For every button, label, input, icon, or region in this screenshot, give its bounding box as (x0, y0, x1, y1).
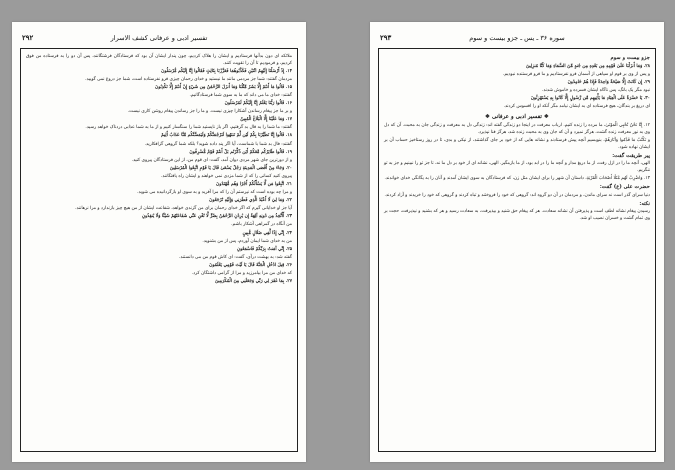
paragraph: پیروی کنید کسانی را که از شما مزدی نمی خواهند و ایشان راه یافتگانند. (160, 173, 292, 179)
left-page (12, 22, 306, 462)
part-heading: جزو بیست و سوم (610, 55, 650, 61)
running-title: تفسیر ادبی و عرفانی کشف الاسرار (110, 34, 208, 42)
paragraph-heading: پیر طریقت گفت: (612, 152, 650, 159)
page-number: ۲۹۳ (380, 33, 392, 42)
paragraph: دنیا سرای گذر است نه سرای ماندن، و مردمان در آن دو گروه اند: گروهی که خود را فروختند و تباه کردند و گروهی که خود را خریدند و آزاد کردند. (384, 192, 650, 198)
ornament-icon: ❖ (485, 113, 492, 120)
verse-line: ۲۷. بِمَا غَفَرَ لِي رَبِّي وَجَعَلَنِي مِنَ الْمُكْرَمِينَ (214, 279, 292, 285)
paragraph: من به خدای شما ایمان آوردم، پس از من بشنوید. (202, 238, 292, 244)
ornament-icon: ❖ (541, 113, 549, 120)
paragraph: گفتند: ما شما را به فال بد گرفتیم، اگر باز نایستید شما را سنگسار کنیم و از ما به شما عذابی دردناک خواهد رسید. (85, 125, 292, 131)
paragraph: من آنگاه در گمراهی آشکار باشم. (231, 222, 292, 228)
verse-line: ۱۸. قَالُوا إِنَّا تَطَيَّرْنَا بِكُمْ لَئِن لَّمْ تَنتَهُوا لَنَرْجُمَنَّكُمْ وَلَيَمَسَّنَّكُم مِّنَّا عَذَابٌ أَلِيمٌ (161, 133, 292, 139)
paragraph: ملائکه ای دون بدآنها فرستادیم و ایشان را هلاک کردیم، چون پندار ایشان آن بود که فرستادگان فرشتگانند، پس آن دو را به فرستاده من فوق کردیم، و فرمودیم تا آن را تقویت کنند. (26, 54, 292, 66)
paragraph: و مرا چه بوده است که نپرستم آن را که مرا آفرید و به سوی او بازگردانیده می شوید. (137, 190, 292, 196)
verse-line: ۲۱. اتَّبِعُوا مَن لَّا يَسْأَلُكُمْ أَجْرًا وَهُم مُّهْتَدُونَ (216, 182, 292, 187)
page-body (26, 54, 292, 448)
verse-line: ۱۴. إِذْ أَرْسَلْنَا إِلَيْهِمُ اثْنَيْنِ فَكَذَّبُوهُمَا فَعَزَّزْنَا بِثَالِثٍ فَقَالُوا إِنَّا إِلَيْكُم مُّرْسَلُونَ (161, 68, 292, 74)
paragraph: ۱۳. وَاضْرِبْ لَهُم مَّثَلًا أَصْحَابَ الْقَرْيَةِ، داستان آن شهر را برای ایشان مثل زن، که فرستادگان به سوی ایشان آمدند و آنان را به یگانگی خدای خواندند. (384, 175, 650, 181)
right-page (370, 22, 664, 462)
paragraph: گفته شد: به بهشت درآی، گفت: ای کاش قوم من می دانستند. (178, 254, 292, 260)
paragraph: گفتند: فال بد شما با شماست، آیا اگر پند داده شوید؟ بلکه شما گروهی گزافکارید. (144, 141, 292, 147)
paragraph: مردمان گفتند: شما جز مردمی مانند ما نیستید و خدای رحمان چیزی فرو نفرستاده است، شما جز دروغ نمی گویید. (85, 76, 292, 82)
verse-line: ۲۸. وَمَا أَنزَلْنَا عَلَىٰ قَوْمِهِ مِن بَعْدِهِ مِن جُندٍ مِّنَ السَّمَاءِ وَمَا كُنَّا مُنزِلِينَ (525, 63, 650, 69)
verse-line: ۲۹. إِن كَانَتْ إِلَّا صَيْحَةً وَاحِدَةً فَإِذَا هُمْ خَامِدُونَ (567, 79, 650, 85)
verse-line: ۱۹. قَالُوا طَائِرُكُم مَّعَكُمْ أَئِن ذُكِّرْتُم بَلْ أَنتُمْ قَوْمٌ مُّسْرِفُونَ (189, 149, 292, 155)
verse-line: ۱۵. قَالُوا مَا أَنتُمْ إِلَّا بَشَرٌ مِّثْلُنَا وَمَا أَنزَلَ الرَّحْمَٰنُ مِن شَيْءٍ إِنْ أَنتُمْ إِلَّا تَكْذِبُونَ (155, 84, 292, 90)
paragraph: گفتند: خدای ما می داند که ما به سوی شما فرستادگانیم. (189, 92, 292, 98)
paragraph-heading: نکته: (639, 200, 650, 207)
paragraph: و پس از وی بر قوم او سپاهی از آسمان فرو نفرستادیم و ما فرو فرستنده نبودیم. (502, 71, 650, 77)
verse-line: ۲۴. إِنِّي إِذًا لَّفِي ضَلَالٍ مُّبِينٍ (242, 230, 292, 236)
verse-line: ۱۷. وَمَا عَلَيْنَا إِلَّا الْبَلَاغُ الْمُبِينُ (240, 117, 292, 123)
paragraph: نبود مگر یک بانگ، پس ناگاه ایشان فسرده و خاموش شدند. (542, 87, 650, 93)
paragraph: آیا جز او خدایانی گیرم که اگر خدای رحمان برای من گزندی خواهد، شفاعت ایشان از من هیچ چیز بازندارد و مرا نرهانند. (75, 206, 292, 212)
paragraph: رسیدن پیغام نشانه لطف است و پذیرفتن آن نشانه سعادت. هر که پیغام حق شنید و بپذیرفت، به سعادت رسید و هر که بشنید و نپذیرفت، حجت بر وی تمام گشت و خسران نصیب او شد. (384, 209, 650, 221)
paragraph: ای دریغ بر بندگان، هیچ فرستاده ای به ایشان نیامد مگر آنکه او را افسوس کردند. (503, 104, 650, 110)
verse-line: ۲۵. إِنِّي آمَنتُ بِرَبِّكُمْ فَاسْمَعُونِ (236, 246, 292, 252)
verse-line: ۳۰. يَا حَسْرَةً عَلَى الْعِبَادِ مَا يَأْتِيهِم مِّن رَّسُولٍ إِلَّا كَانُوا بِهِ يَسْتَهْزِئُونَ (530, 95, 650, 101)
paragraph: و بر ما جز پیغام رساندن آشکارا چیزی نیست. و ما را جز رساندن پیغام روشن کاری نیست. (127, 109, 292, 115)
paragraph: ۱۲. إِنَّا نَحْنُ نُحْيِي الْمَوْتَىٰ، ما مرده را زنده کنیم. ارباب معرفت در اینجا دو زندگی گفته اند: زندگی دل به معرفت و زندگی جان به محبت. آن که دل وی به نور معرفت زنده گشت، هرگز نمیرد و آن که جان وی به محبت زنده شد، هرگز فنا نپذیرد. (384, 123, 650, 135)
page-header (378, 32, 656, 46)
page-header (20, 32, 298, 46)
verse-line: ۲۶. قِيلَ ادْخُلِ الْجَنَّةَ قَالَ يَا لَيْتَ قَوْمِي يَعْلَمُونَ (209, 262, 292, 268)
paragraph-heading: حضرت علی (ع) گفت: (599, 184, 650, 190)
section-title-text: تفسیر ادبی و عرفانی (492, 113, 542, 120)
verse-line: ۲۳. أَأَتَّخِذُ مِن دُونِهِ آلِهَةً إِن يُرِدْنِ الرَّحْمَٰنُ بِضُرٍّ لَّا تُغْنِ عَنِّي شَفَاعَتُهُمْ شَيْئًا وَلَا يُنقِذُونِ (141, 214, 292, 220)
running-title: سوره ۳۶ ـ یس ـ جزو بیست و سوم (469, 34, 565, 42)
page-body (384, 54, 650, 448)
section-title (384, 114, 650, 121)
verse-line: ۱۶. قَالُوا رَبُّنَا يَعْلَمُ إِنَّا إِلَيْكُمْ لَمُرْسَلُونَ (224, 101, 292, 107)
paragraph: و از دورترین جای شهر مردی دوان آمد، گفت: ای قوم من، از این فرستادگان پیروی کنید. (131, 157, 292, 163)
verse-line: ۲۲. وَمَا لِيَ لَا أَعْبُدُ الَّذِي فَطَرَنِي وَإِلَيْهِ تُرْجَعُونَ (209, 198, 292, 204)
paragraph: که خدای من مرا بیامرزید و مرا از گرامی داشتگان کرد. (191, 271, 292, 277)
verses-block (384, 64, 650, 111)
page-number: ۲۹۲ (22, 33, 34, 42)
paragraph: الهی، آنچه ما را در ازل رفت، از ما دریغ مدار و آنچه ما را در ابد بود، از ما بازمگیر. الهی، نشانه ای از خود بر دل ما نه، تا جز تو را نبینیم و جز به تو ننگریم. (384, 161, 650, 173)
verse-line: ۲۰. وَجَاءَ مِنْ أَقْصَى الْمَدِينَةِ رَجُلٌ يَسْعَىٰ قَالَ يَا قَوْمِ اتَّبِعُوا الْمُرْسَلِينَ (169, 165, 292, 171)
commentary-block (384, 123, 650, 222)
paragraph: و نَكْتُبُ مَا قَدَّمُوا وَآثَارَهُمْ، بنویسیم آنچه پیش فرستادند و نشانه هایی که از خود بر جای گذاشتند، از نیکی و بدی، تا در روز رستاخیز حساب آن بر ایشان نهاده شود. (384, 137, 650, 150)
